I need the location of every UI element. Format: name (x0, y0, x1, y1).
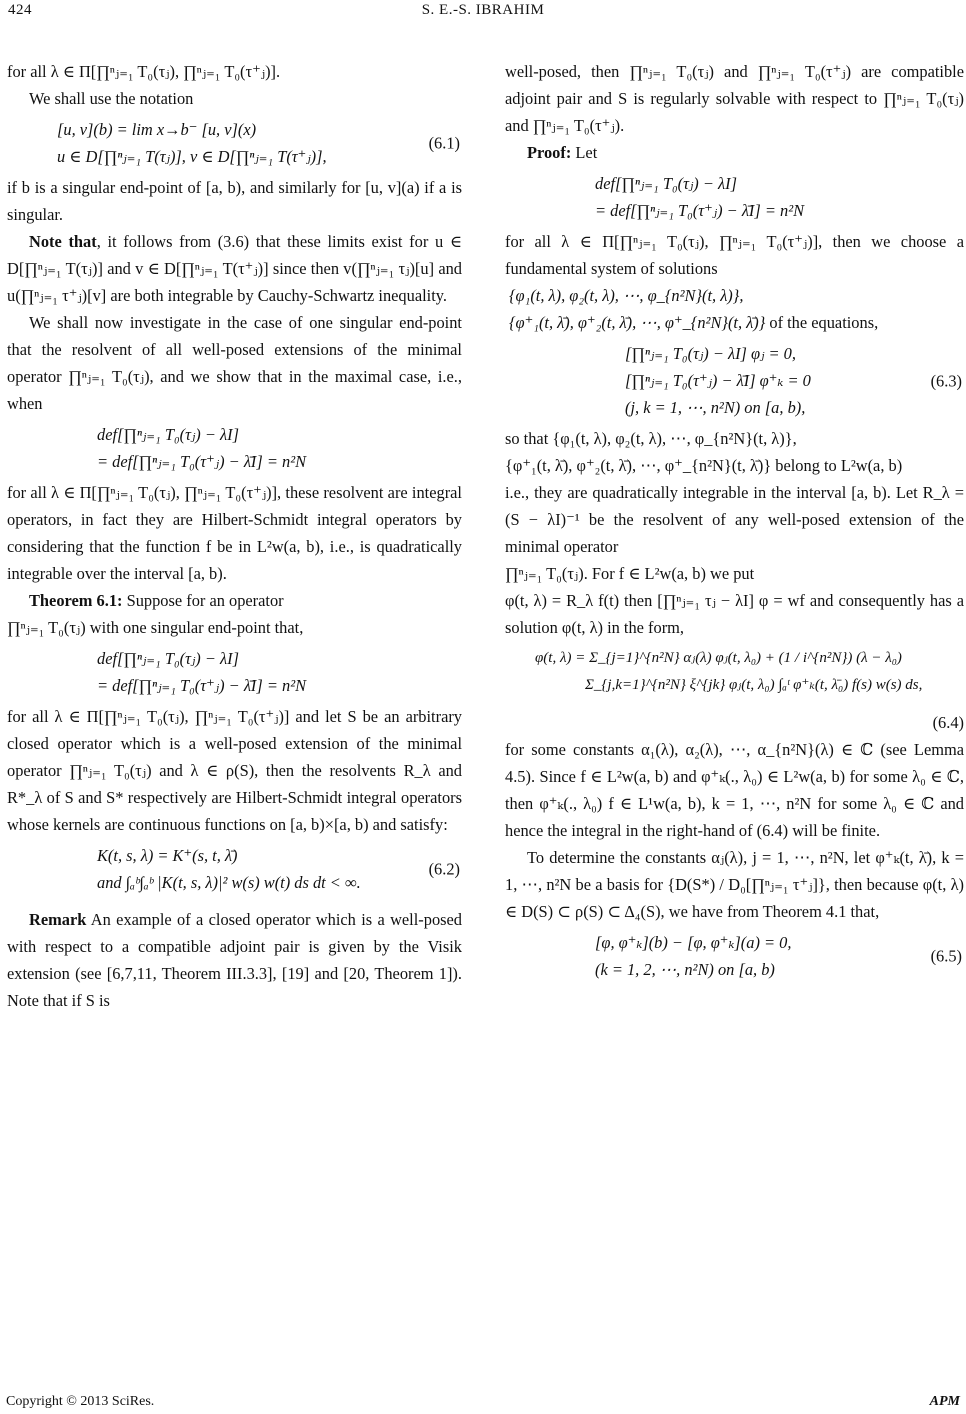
equation-6-4 (505, 645, 964, 705)
equation-line: [∏ⁿⱼ₌₁ T₀(τⱼ) − λI] φⱼ = 0, (625, 344, 796, 363)
equation-line: def[∏ⁿⱼ₌₁ T₀(τⱼ) − λI] (97, 425, 239, 444)
equation-number: (6.4) (932, 713, 964, 732)
paragraph: {φ⁺₁(t, λ̄), φ⁺₂(t, λ̄), ⋯, φ⁺_{n²N}(t, λ̄)} belong to L²w(a, b) (505, 456, 903, 475)
paragraph: φ(t, λ) = R_λ f(t) then [∏ⁿⱼ₌₁ τⱼ − λI] φ = wf and consequently has a solution φ(t, λ) in the form, (505, 591, 964, 637)
paragraph: ∏ⁿⱼ₌₁ T₀(τⱼ) with one singular end-point that, (7, 618, 304, 637)
solution-system-line: {φ₁(t, λ), φ₂(t, λ), ⋯, φ_{n²N}(t, λ)}, (509, 286, 744, 305)
paragraph (7, 228, 462, 309)
left-column (7, 58, 462, 1014)
equation-line: = def[∏ⁿⱼ₌₁ T₀(τ⁺ⱼ) − λ̄I] = n²N (97, 452, 307, 471)
paragraph-text: An example of a closed operator which is a well-posed with respect to a compatible adjoint pair is given by the Visik extension (see [6,7,11, Theorem III.3.3], [19] and [20, Theorem 1]). Note that if S is (7, 910, 462, 1010)
proof-heading (505, 139, 964, 166)
proof-text: Let (571, 143, 598, 162)
running-head (0, 0, 966, 30)
equation-line: u ∈ D[∏ⁿⱼ₌₁ T(τⱼ)], v ∈ D[∏ⁿⱼ₌₁ T(τ⁺ⱼ)], (57, 147, 327, 166)
journal-abbrev: APM (929, 1394, 960, 1409)
deficiency-equation (7, 421, 462, 475)
copyright: Copyright © 2013 SciRes. (6, 1394, 155, 1409)
equation-number: (6.1) (428, 133, 460, 153)
equation-line: K(t, s, λ) = K⁺(s, t, λ̄) (97, 846, 238, 865)
theorem-text: Suppose for an operator (122, 591, 284, 610)
author-running-head: S. E.-S. IBRAHIM (421, 2, 545, 18)
deficiency-equation (505, 170, 964, 224)
paragraph: for all λ ∈ Π[∏ⁿⱼ₌₁ T₀(τⱼ), ∏ⁿⱼ₌₁ T₀(τ⁺ⱼ)], then we choose a fundamental system of solutions (505, 232, 964, 278)
paragraph: To determine the constants αⱼ(λ), j = 1, ⋯, n²N, let φ⁺ₖ(t, λ̄), k = 1, ⋯, n²N be a basis for {D(S*) / D₀[∏ⁿⱼ₌₁ τ⁺ⱼ]}, then because φ(t, λ) ∈ D(S) ⊂ ρ(S) ⊂ Δ₄(S), we have from Theorem 4.1 that, (505, 848, 964, 921)
theorem-heading (7, 587, 462, 614)
paragraph: if b is a singular end-point of [a, b), and similarly for [u, v](a) if a is singular. (7, 178, 462, 224)
equation-line: def[∏ⁿⱼ₌₁ T₀(τⱼ) − λI] (595, 174, 737, 193)
paragraph: i.e., they are quadratically integrable in the interval [a, b). Let R_λ = (S − λI)⁻¹ be the resolvent of any well-posed extension of the minimal operator (505, 483, 964, 556)
paragraph: for all λ ∈ Π[∏ⁿⱼ₌₁ T₀(τⱼ), ∏ⁿⱼ₌₁ T₀(τ⁺ⱼ)]. (7, 62, 281, 81)
equation-line: (k = 1, 2, ⋯, n²N) on [a, b) (595, 960, 775, 979)
proof-lead: Proof: (527, 143, 572, 162)
equation-line: def[∏ⁿⱼ₌₁ T₀(τⱼ) − λI] (97, 649, 239, 668)
equation-number: (6.5) (930, 946, 962, 966)
theorem-lead: Theorem 6.1: (29, 591, 123, 610)
paragraph (7, 906, 462, 1014)
paragraph: well-posed, then ∏ⁿⱼ₌₁ T₀(τⱼ) and ∏ⁿⱼ₌₁ T₀(τ⁺ⱼ) are compatible adjoint pair and S is regularly solvable with respect to ∏ⁿⱼ₌₁ T₀(τⱼ) and ∏ⁿⱼ₌₁ T₀(τ⁺ⱼ). (505, 62, 964, 135)
footer (0, 1394, 966, 1414)
paragraph: so that {φ₁(t, λ), φ₂(t, λ), ⋯, φ_{n²N}(t, λ)}, (505, 429, 797, 448)
remark-lead: Remark (29, 910, 87, 929)
paragraph-text: of the equations, (765, 313, 879, 332)
deficiency-equation (7, 645, 462, 699)
paragraph: for some constants α₁(λ), α₂(λ), ⋯, α_{n²N}(λ) ∈ ℂ (see Lemma 4.5). Since f ∈ L²w(a, b) and φ⁺ₖ(., λ₀) ∈ L²w(a, b) for some λ₀ ∈ ℂ, then φ⁺ₖ(., λ₀) f ∈ L¹w(a, b), k = 1, ⋯, n²N for some λ₀ ∈ ℂ and hence the integral in the right-hand of (6.4) will be finite. (505, 740, 964, 840)
equation-6-2 (7, 842, 462, 896)
page-number: 424 (8, 2, 32, 18)
equation-line: and ∫ₐᵇ∫ₐᵇ |K(t, s, λ)|² w(s) w(t) ds dt < ∞. (97, 873, 361, 892)
equation-line: Σ_{j,k=1}^{n²N} ξ^{jk} φⱼ(t, λ₀) ∫ₐᵗ φ⁺ₖ(t, λ̄₀) f(s) w(s) ds, (585, 677, 923, 693)
equation-line: [u, v](b) = lim x→b⁻ [u, v](x) (57, 120, 257, 139)
equation-number: (6.3) (930, 371, 962, 390)
note-lead: Note that (29, 232, 97, 251)
equation-6-3 (505, 340, 964, 421)
paragraph: for all λ ∈ Π[∏ⁿⱼ₌₁ T₀(τⱼ), ∏ⁿⱼ₌₁ T₀(τ⁺ⱼ)], these resolvent are integral operators, in fact they are Hilbert-Schmidt integral operators by considering that the function f be in L²w(a, b), i.e., is quadratically integrable over the interval [a, b). (7, 483, 462, 583)
equation-6-5 (505, 929, 964, 983)
equation-line: [φ, φ⁺ₖ](b) − [φ, φ⁺ₖ](a) = 0, (595, 933, 792, 952)
equation-line: [∏ⁿⱼ₌₁ T₀(τ⁺ⱼ) − λ̄I] φ⁺ₖ = 0 (625, 371, 811, 390)
equation-line: = def[∏ⁿⱼ₌₁ T₀(τ⁺ⱼ) − λ̄I] = n²N (595, 201, 805, 220)
equation-line: φ(t, λ) = Σ_{j=1}^{n²N} αⱼ(λ) φⱼ(t, λ₀) + (1 / i^{n²N}) (λ − λ₀) (535, 650, 902, 666)
equation-line: (j, k = 1, ⋯, n²N) on [a, b), (625, 398, 806, 417)
equation-number: (6.2) (428, 859, 460, 879)
paragraph: We shall use the notation (29, 89, 194, 108)
equation-6-1 (7, 116, 462, 170)
paragraph: for all λ ∈ Π[∏ⁿⱼ₌₁ T₀(τⱼ), ∏ⁿⱼ₌₁ T₀(τ⁺ⱼ)] and let S be an arbitrary closed operator which is a well-posed extension of the minimal operator ∏ⁿⱼ₌₁ T₀(τⱼ) and λ ∈ ρ(S), then the resolvents R_λ and R*_λ of S and S* respectively are Hilbert-Schmidt integral operators whose kernels are continuous functions on [a, b)×[a, b) and satisfy: (7, 707, 462, 834)
paragraph: ∏ⁿⱼ₌₁ T₀(τⱼ). For f ∈ L²w(a, b) we put (505, 564, 755, 583)
paragraph (505, 309, 964, 336)
solution-system-line: {φ⁺₁(t, λ̄), φ⁺₂(t, λ̄), ⋯, φ⁺_{n²N}(t, λ̄)} (509, 313, 766, 332)
paragraph-text: , it follows from (3.6) that these limits exist for u ∈ D[∏ⁿⱼ₌₁ T(τⱼ)] and v ∈ D[∏ⁿⱼ₌₁ T(τ⁺ⱼ)] since then v(∏ⁿⱼ₌₁ τⱼ)[u] and u(∏ⁿⱼ₌₁ τ⁺ⱼ)[v] are both integrable by Cauchy-Schwartz inequality. (7, 232, 463, 305)
right-column (505, 58, 964, 987)
paragraph: We shall now investigate in the case of one singular end-point that the resolvent of all well-posed extensions of the minimal operator ∏ⁿⱼ₌₁ T₀(τⱼ), and we show that in the maximal case, i.e., when (7, 313, 462, 413)
equation-line: = def[∏ⁿⱼ₌₁ T₀(τ⁺ⱼ) − λ̄I] = n²N (97, 676, 307, 695)
